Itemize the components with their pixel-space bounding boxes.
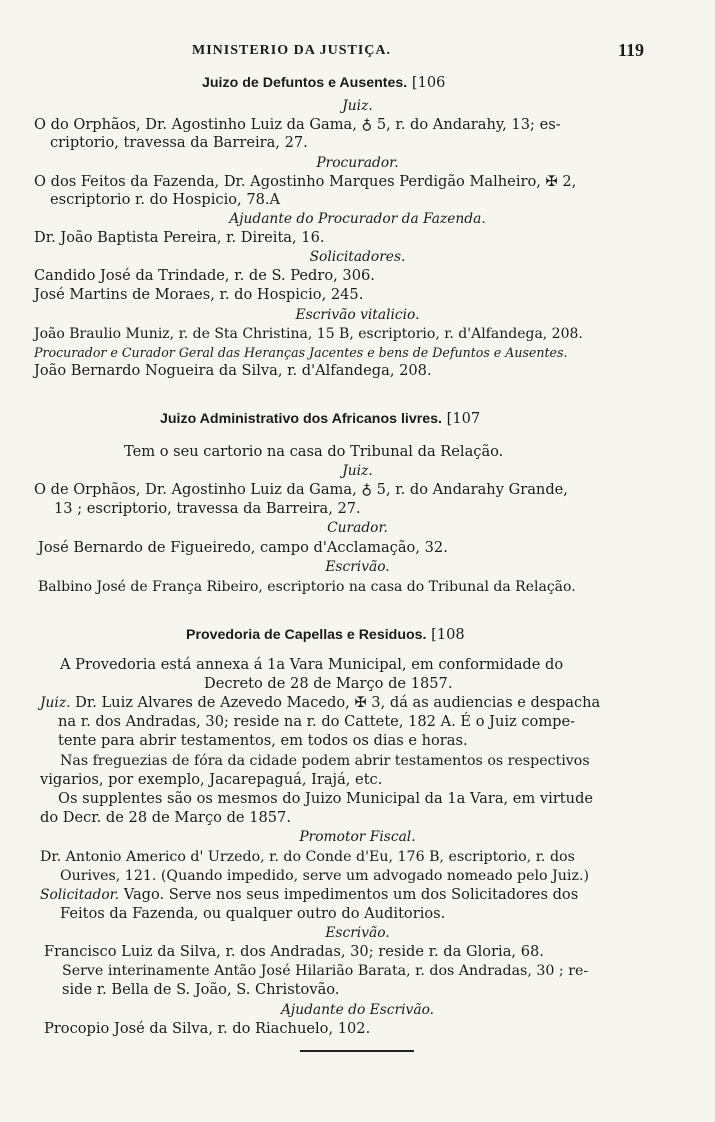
label-curador: Curador.	[327, 520, 388, 536]
label-solicitador: Solicitador.	[40, 887, 120, 903]
entry-line: João Bernardo Nogueira da Silva, r. d'Alfandega, 208.	[34, 362, 432, 379]
page-number: 119	[618, 40, 645, 60]
section-heading-106	[202, 74, 445, 92]
label-escrivao: Escrivão vitalicio.	[295, 307, 420, 323]
entry-line: O de Orphãos, Dr. Agostinho Luiz da Gama, ♁ 5, r. do Andarahy Grande,	[34, 481, 568, 498]
label-ajudante: Ajudante do Escrivão.	[280, 1002, 435, 1018]
entry-line: criptorio, travessa da Barreira, 27.	[50, 134, 308, 151]
entry-line: Procopio José da Silva, r. do Riachuelo, 102.	[44, 1020, 371, 1037]
running-header: MINISTERIO DA JUSTIÇA.	[192, 43, 391, 58]
entry-line: escriptorio r. do Hospicio, 78.A	[50, 191, 281, 208]
entry-line: Feitos da Fazenda, ou qualquer outro do Auditorios.	[60, 905, 446, 922]
label-curador-geral: Procurador e Curador Geral das Heranças Jacentes e bens de Defuntos e Ausentes.	[34, 345, 568, 360]
entry-line: tente para abrir testamentos, em todos os dias e horas.	[58, 732, 468, 749]
entry-line: João Braulio Muniz, r. de Sta Christina, 15 B, escriptorio, r. d'Alfandega, 208.	[34, 326, 583, 342]
entry-line: do Decr. de 28 de Março de 1857.	[40, 809, 291, 826]
label-juiz: Juiz.	[342, 98, 373, 114]
entry-line: 13 ; escriptorio, travessa da Barreira, 27.	[54, 500, 361, 517]
label-escrivao: Escrivão.	[325, 559, 390, 575]
entry-line: Dr. Antonio Americo d' Urzedo, r. do Conde d'Eu, 176 B, escriptorio, r. dos	[40, 849, 575, 865]
entry-line: Os supplentes são os mesmos do Juizo Municipal da 1a Vara, em virtude	[58, 790, 594, 807]
entry-line: Decreto de 28 de Março de 1857.	[204, 675, 453, 692]
entry-line: Ourives, 121. (Quando impedido, serve um advogado nomeado pelo Juiz.)	[60, 868, 589, 884]
entry-line: vigarios, por exemplo, Jacarepaguá, Irajá, etc.	[40, 771, 383, 788]
section-ref: [107	[446, 410, 481, 427]
entry-line: Nas freguezias de fóra da cidade podem abrir testamentos os respectivos	[60, 753, 590, 769]
closing-rule	[300, 1050, 414, 1052]
entry-line: Francisco Luiz da Silva, r. dos Andradas, 30; reside r. da Gloria, 68.	[44, 943, 544, 960]
section-heading-text: Provedoria de Capellas e Residuos.	[186, 627, 427, 643]
entry-line: Tem o seu cartorio na casa do Tribunal da Relação.	[124, 443, 504, 460]
entry-line: Balbino José de França Ribeiro, escriptorio na casa do Tribunal da Relação.	[38, 579, 576, 595]
entry-line: Serve interinamente Antão José Hilarião Barata, r. dos Andradas, 30 ; re-	[62, 963, 589, 979]
entry-line: Dr. João Baptista Pereira, r. Direita, 16.	[34, 229, 325, 246]
label-escrivao: Escrivão.	[325, 925, 390, 941]
section-heading-text: Juizo de Defuntos e Ausentes.	[202, 75, 408, 91]
label-solicitadores: Solicitadores.	[309, 249, 406, 265]
entry-line: Candido José da Trindade, r. de S. Pedro, 306.	[34, 267, 375, 284]
label-promotor: Promotor Fiscal.	[299, 829, 416, 845]
entry-line: A Provedoria está annexa á 1a Vara Municipal, em conformidade do	[60, 656, 564, 673]
section-ref: [108	[431, 626, 465, 643]
entry-line: O dos Feitos da Fazenda, Dr. Agostinho Marques Perdigão Malheiro, ✠ 2,	[34, 173, 577, 190]
entry-line: na r. dos Andradas, 30; reside na r. do Cattete, 182 A. É o Juiz compe-	[58, 713, 576, 730]
entry-line: José Martins de Moraes, r. do Hospicio, 245.	[34, 286, 364, 303]
entry-line: José Bernardo de Figueiredo, campo d'Acclamação, 32.	[38, 539, 448, 556]
entry-line	[40, 694, 600, 712]
section-heading-107	[160, 410, 480, 428]
label-procurador: Procurador.	[316, 155, 399, 171]
entry-line: side r. Bella de S. João, S. Christovão.	[62, 981, 340, 998]
section-heading-108	[186, 626, 465, 644]
label-juiz: Juiz.	[40, 695, 71, 711]
entry-text: Dr. Luiz Alvares de Azevedo Macedo, ✠ 3, dá as audiencias e despacha	[75, 694, 601, 711]
entry-line	[40, 886, 578, 904]
section-ref: [106	[411, 74, 446, 91]
label-juiz: Juiz.	[342, 463, 373, 479]
entry-text: Vago. Serve nos seus impedimentos um dos Solicitadores dos	[123, 886, 579, 903]
section-heading-text: Juizo Administrativo dos Africanos livres.	[160, 411, 442, 427]
label-ajudante: Ajudante do Procurador da Fazenda.	[229, 211, 486, 227]
entry-line: O do Orphãos, Dr. Agostinho Luiz da Gama, ♁ 5, r. do Andarahy, 13; es-	[34, 116, 561, 133]
